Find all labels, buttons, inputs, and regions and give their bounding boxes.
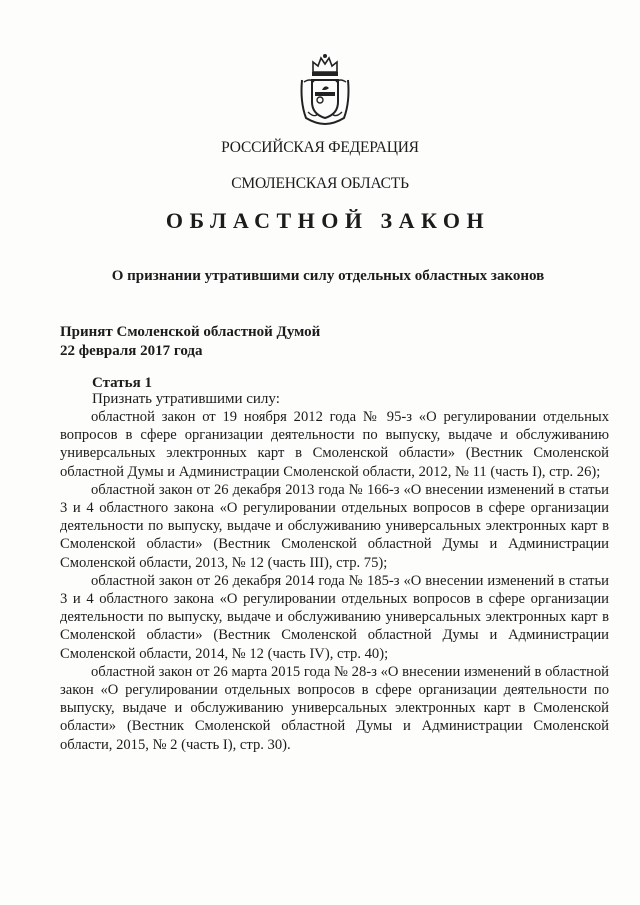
adoption-info [60,323,320,361]
list-item: областной закон от 26 декабря 2013 года № 166-з «О внесении изменений в статьи 3 и 4 областного закона «О регулировании отдельных вопросов в сфере организации деятельности по выпуску, выдаче и обслуживанию универсальных электронных карт в Смоленской области» (Вестник Смоленской областной Думы и Администрации Смоленской области, 2013, № 12 (часть III), стр. 75); [60,481,609,571]
document-type-title: ОБЛАСТНОЙ ЗАКОН [165,208,491,233]
law-title: О признании утратившими силу отдельных областных законов [111,268,545,284]
list-item: областной закон от 26 марта 2015 года № 28-з «О внесении изменений в областной закон «О регулировании отдельных вопросов в сфере организации деятельности по выпуску, выдаче и обслуживанию универсальных электронных карт в Смоленской области» (Вестник Смоленской областной Думы и Администрации Смоленской области, 2015, № 2 (часть I), стр. 30). [60,663,609,753]
article-intro: Признать утратившими силу: [92,391,280,407]
article-heading: Статья 1 [92,375,152,391]
adoption-date: 22 февраля 2017 года [60,343,203,359]
list-item: областной закон от 26 декабря 2014 года № 185-з «О внесении изменений в статьи 3 и 4 областного закона «О регулировании отдельных вопросов в сфере организации деятельности по выпуску, выдаче и обслуживанию универсальных электронных карт в Смоленской области» (Вестник Смоленской областной Думы и Администрации Смоленской области, 2014, № 12 (часть IV), стр. 40); [60,572,609,662]
country-name: РОССИЙСКАЯ ФЕДЕРАЦИЯ [221,139,419,156]
adoption-body: Принят Смоленской областной Думой [60,324,321,340]
article-items [60,408,609,754]
smolensk-coat-of-arms-icon [296,52,354,126]
list-item: областной закон от 19 ноября 2012 года № 95-з «О регулировании отдельных вопросов в сфере организации деятельности по выпуску, выдаче и обслуживанию универсальных электронных карт в Смоленской области» (Вестник Смоленской областной Думы и Администрации Смоленской области, 2012, № 11 (часть I), стр. 26); [60,409,609,480]
region-name: СМОЛЕНСКАЯ ОБЛАСТЬ [231,175,409,192]
